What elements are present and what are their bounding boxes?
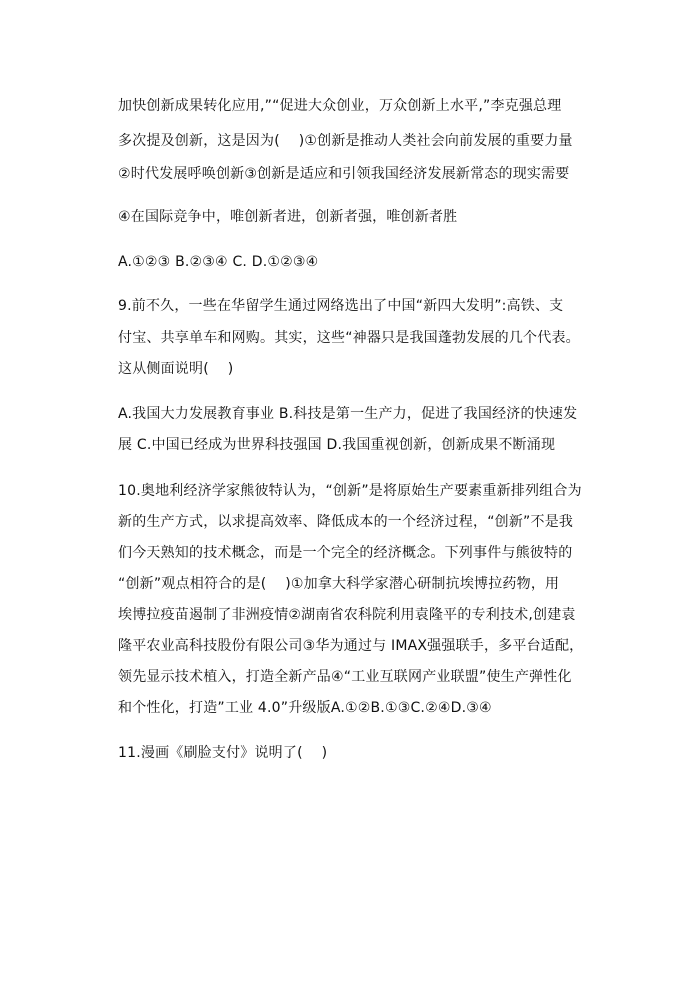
- question-9-line-3: 这从侧面说明( ): [118, 361, 234, 377]
- text-line-2: 多次提及创新，这是因为( )①创新是推动人类社会向前发展的重要力量: [118, 133, 573, 149]
- question-10-line-1: 10.奥地利经济学家熊彼特认为，“创新”是将原始生产要素重新排列组合为: [118, 483, 582, 499]
- text-line-1: 加快创新成果转化应用,”“促进大众创业，万众创新上水平,”李克强总理: [118, 98, 562, 114]
- question-9-line-1: 9.前不久，一些在华留学生通过网络选出了中国“新四大发明”:高铁、支: [118, 298, 564, 314]
- answer-options-9-line-1: A.我国大力发展教育事业 B.科技是第一生产力，促进了我国经济的快速发: [118, 406, 578, 422]
- question-10-line-5: 埃博拉疫苗遏制了非洲疫情②湖南省农科院利用袁隆平的专利技术,创建袁: [118, 607, 576, 623]
- answer-options-8: A.①②③ B.②③④ C. D.①②③④: [118, 254, 319, 270]
- text-line-3: ②时代发展呼唤创新③创新是适应和引领我国经济发展新常态的现实需要: [118, 166, 570, 182]
- question-10-line-2: 新的生产方式，以求提高效率、降低成本的一个经济过程，“创新”不是我: [118, 514, 574, 530]
- answer-options-9-line-2: 展 C.中国已经成为世界科技强国 D.我国重视创新，创新成果不断涌现: [118, 437, 556, 453]
- question-10-line-7: 领先显示技术植入，打造全新产品④“工业互联网产业联盟”使生产弹性化: [118, 669, 572, 685]
- text-line-4: ④在国际竞争中，唯创新者进，创新者强，唯创新者胜: [118, 209, 458, 225]
- question-10-line-4: “创新”观点相符合的是( )①加拿大科学家潜心研制抗埃博拉药物，用: [118, 576, 560, 592]
- question-10-line-6: 隆平农业高科技股份有限公司③华为通过与 IMAX强强联手，多平台适配，: [118, 638, 584, 654]
- question-10-line-3: 们今天熟知的技术概念，而是一个完全的经济概念。下列事件与熊彼特的: [118, 545, 573, 561]
- question-11-line-1: 11.漫画《刷脸支付》说明了( ): [118, 745, 328, 761]
- question-10-line-8: 和个性化，打造”工业 4.0”升级版A.①②B.①③C.②④D.③④: [118, 700, 492, 716]
- question-9-line-2: 付宝、共享单车和网购。其实，这些“神器只是我国蓬勃发展的几个代表。: [118, 330, 580, 346]
